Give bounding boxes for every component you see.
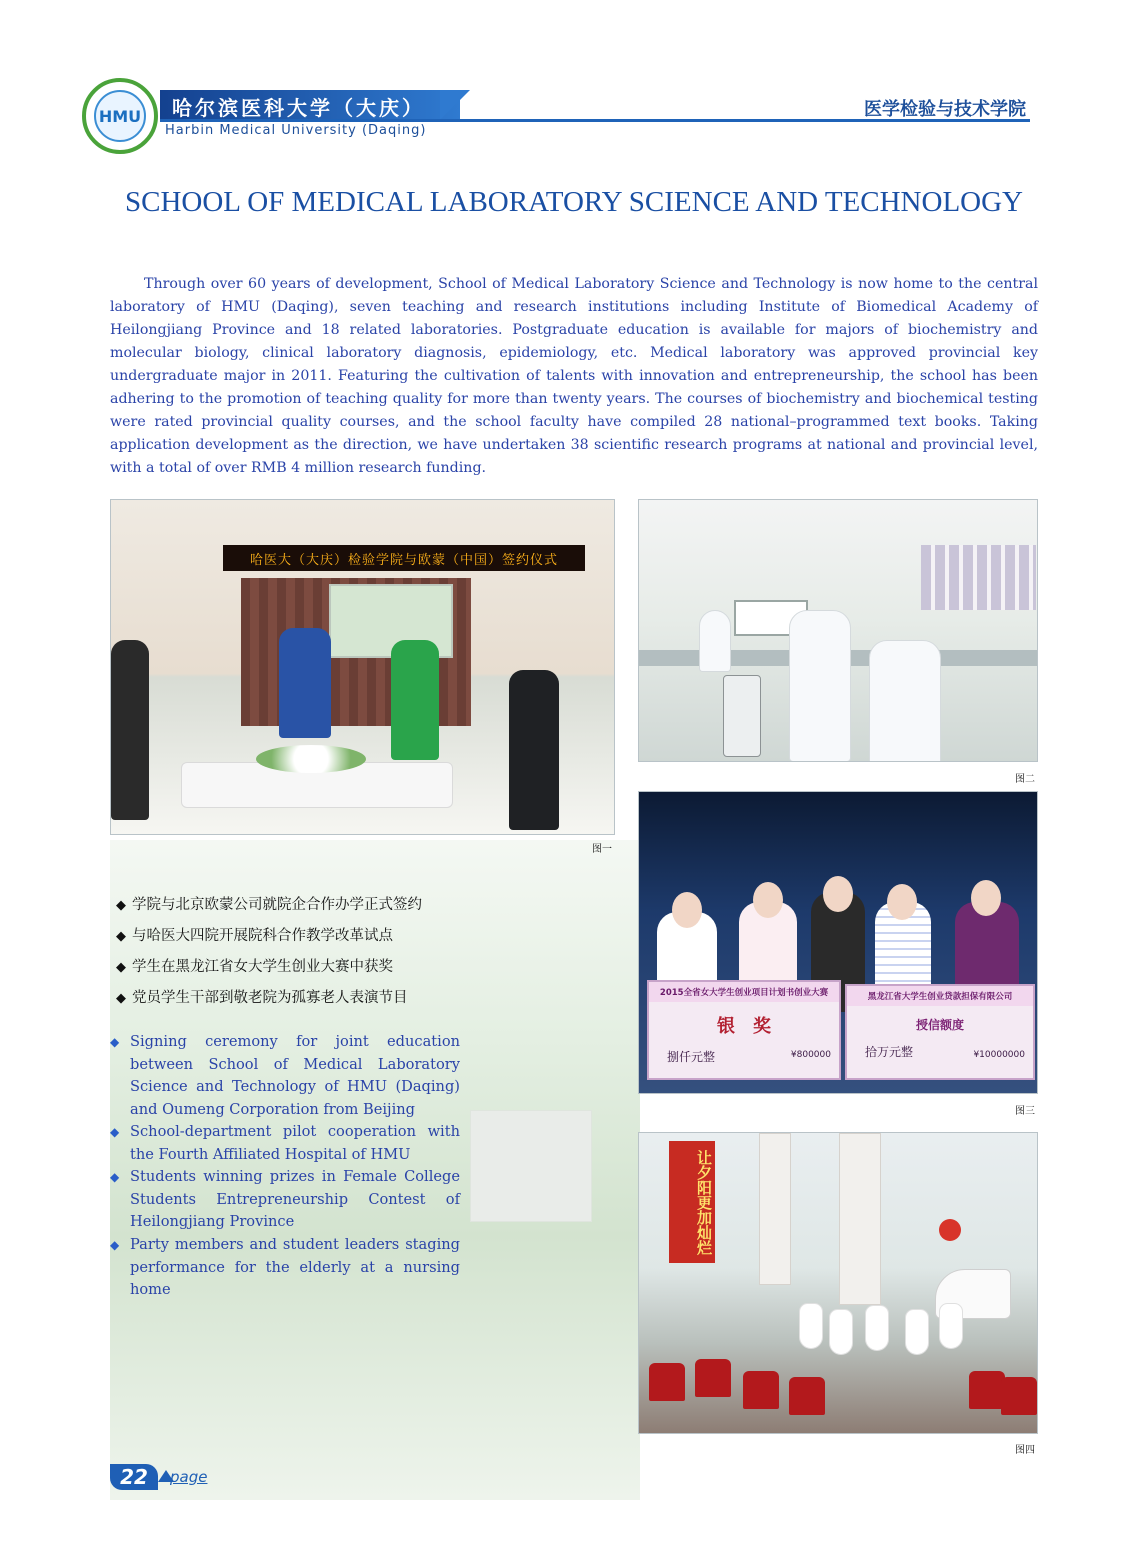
diamond-bullet-icon: ◆: [110, 1170, 120, 1184]
dancer-1: [799, 1303, 823, 1349]
pillar-2: [839, 1133, 881, 1305]
bullet-cn-4: [116, 986, 408, 1007]
audience-chair: [969, 1371, 1005, 1409]
red-vertical-sign: 让夕阳更加灿烂: [669, 1141, 715, 1263]
bullet-cn-text: 学生在黑龙江省女大学生创业大赛中获奖: [132, 959, 393, 975]
face-1: [672, 892, 702, 928]
cheque-2-header: 黑龙江省大学生创业贷款担保有限公司: [847, 986, 1033, 1006]
bullet-en-3: [110, 1166, 460, 1234]
diamond-bullet-icon: ◆: [116, 991, 126, 1006]
dancer-3: [865, 1305, 889, 1351]
photo-award-winners: [638, 791, 1038, 1094]
caption-photo-3: 图三: [1015, 1106, 1035, 1117]
pillar-1: [759, 1133, 791, 1285]
caption-photo-4: 图四: [1015, 1445, 1035, 1456]
prize-cheque-1: [647, 980, 841, 1080]
cheque-2-prize: 授信额度: [915, 1018, 964, 1032]
dancer-5: [939, 1303, 963, 1349]
cheque-1-figure: ¥800000: [790, 1050, 831, 1060]
bullet-cn-1: [116, 893, 422, 914]
intro-paragraph: Through over 60 years of development, School of Medical Laboratory Science and Technology is now home to the central laboratory of HMU (Daqing), seven teaching and research institutions including Institute of Biomedical Academy of Heilongjiang Province and 18 related laboratories. Postgraduate education is available for majors of biochemistry and molecular biology, clinical laboratory diagnosis, epidemiology, etc. Medical laboratory was approved provincial key undergraduate major in 2011. Featuring the cultivation of talents with innovation and entrepreneurship, the school has been adhering to the promotion of teaching quality for more than twenty years. The courses of biochemistry and biochemical testing were rated provincial quality courses, and the school faculty have compiled 28 national–programmed text books. Taking application development as the direction, we have undertaken 38 scientific research programs at national and provincial level, with a total of over RMB 4 million research funding.: [110, 276, 1038, 476]
cheque-1-prize: 银 奖: [717, 1016, 771, 1037]
cheque-1-amount: 捌仟元整: [667, 1050, 716, 1064]
student-background: [699, 610, 731, 672]
person-black-jacket: [509, 670, 559, 830]
dancer-2: [829, 1309, 853, 1355]
bullet-cn-text: 党员学生干部到敬老院为孤寡老人表演节目: [132, 990, 408, 1006]
photo-signing-ceremony: [110, 499, 615, 835]
audience-chair: [695, 1359, 731, 1397]
bullet-cn-text: 与哈医大四院开展院科合作教学改革试点: [132, 928, 393, 944]
bullet-en-text: Students winning prizes in Female College Students Entrepreneurship Contest of Heilongjiang Province: [130, 1168, 460, 1230]
prize-cheque-2: [845, 984, 1035, 1080]
page-number: 22: [110, 1464, 158, 1490]
diamond-bullet-icon: ◆: [110, 1125, 120, 1139]
diamond-bullet-icon: ◆: [110, 1238, 120, 1252]
microscope: [723, 675, 761, 757]
university-logo: [82, 78, 158, 154]
diamond-bullet-icon: ◆: [116, 898, 126, 913]
department-name-cn: 医学检验与技术学院: [864, 99, 1026, 120]
background-building: [470, 1110, 592, 1222]
cheque-2-amount: 拾万元整: [865, 1045, 914, 1059]
bullet-en-2: [110, 1121, 460, 1166]
diamond-bullet-icon: ◆: [110, 1035, 120, 1049]
audience-chair: [649, 1363, 685, 1401]
caption-photo-1: 图一: [592, 844, 612, 855]
student-foreground: [869, 640, 941, 762]
page-title: SCHOOL OF MEDICAL LABORATORY SCIENCE AND TECHNOLOGY: [125, 186, 1023, 218]
person-green-jacket: [391, 640, 439, 760]
dancer-4: [905, 1309, 929, 1355]
diamond-bullet-icon: ◆: [116, 929, 126, 944]
bullet-en-text: School-department pilot cooperation with the Fourth Affiliated Hospital of HMU: [130, 1123, 460, 1163]
audience-chair: [743, 1371, 779, 1409]
face-2: [753, 882, 783, 918]
wall-charts: [921, 545, 1036, 610]
page-word: page: [170, 1468, 208, 1486]
student-at-microscope: [789, 610, 851, 762]
header-band-tail: [440, 90, 470, 120]
photo-laboratory: [638, 499, 1038, 762]
audience-chair: [789, 1377, 825, 1415]
bullet-cn-3: [116, 955, 393, 976]
red-lantern: [939, 1219, 961, 1241]
bullet-cn-text: 学院与北京欧蒙公司就院企合作办学正式签约: [132, 897, 422, 913]
bullet-en-1: [110, 1031, 460, 1121]
bullet-en-text: Signing ceremony for joint education between School of Medical Laboratory Science and Technology of HMU (Daqing) and Oumeng Corporation from Beijing: [130, 1033, 460, 1118]
bullet-en-text: Party members and student leaders staging performance for the elderly at a nursing home: [130, 1236, 460, 1298]
face-3: [823, 876, 853, 912]
audience-chair: [1001, 1377, 1037, 1415]
led-banner: 哈医大（大庆）检验学院与欧蒙（中国）签约仪式: [223, 545, 585, 571]
bullet-en-4: [110, 1234, 460, 1302]
diamond-bullet-icon: ◆: [116, 960, 126, 975]
face-4: [887, 884, 917, 920]
person-blue-shirt: [279, 628, 331, 738]
face-5: [971, 880, 1001, 916]
cheque-1-header: 2015全省女大学生创业项目计划书创业大赛: [649, 982, 839, 1002]
cheque-2-figure: ¥10000000: [973, 1050, 1025, 1060]
person-left: [111, 640, 149, 820]
bullet-cn-2: [116, 924, 393, 945]
flower-arrangement: [256, 745, 366, 773]
university-name-en: Harbin Medical University (Daqing): [165, 123, 427, 138]
caption-photo-2: 图二: [1015, 774, 1035, 785]
logo-text: HMU: [94, 90, 146, 142]
photo-nursing-home-performance: [638, 1132, 1038, 1434]
university-name-cn: 哈尔滨医科大学（大庆）: [172, 96, 425, 120]
